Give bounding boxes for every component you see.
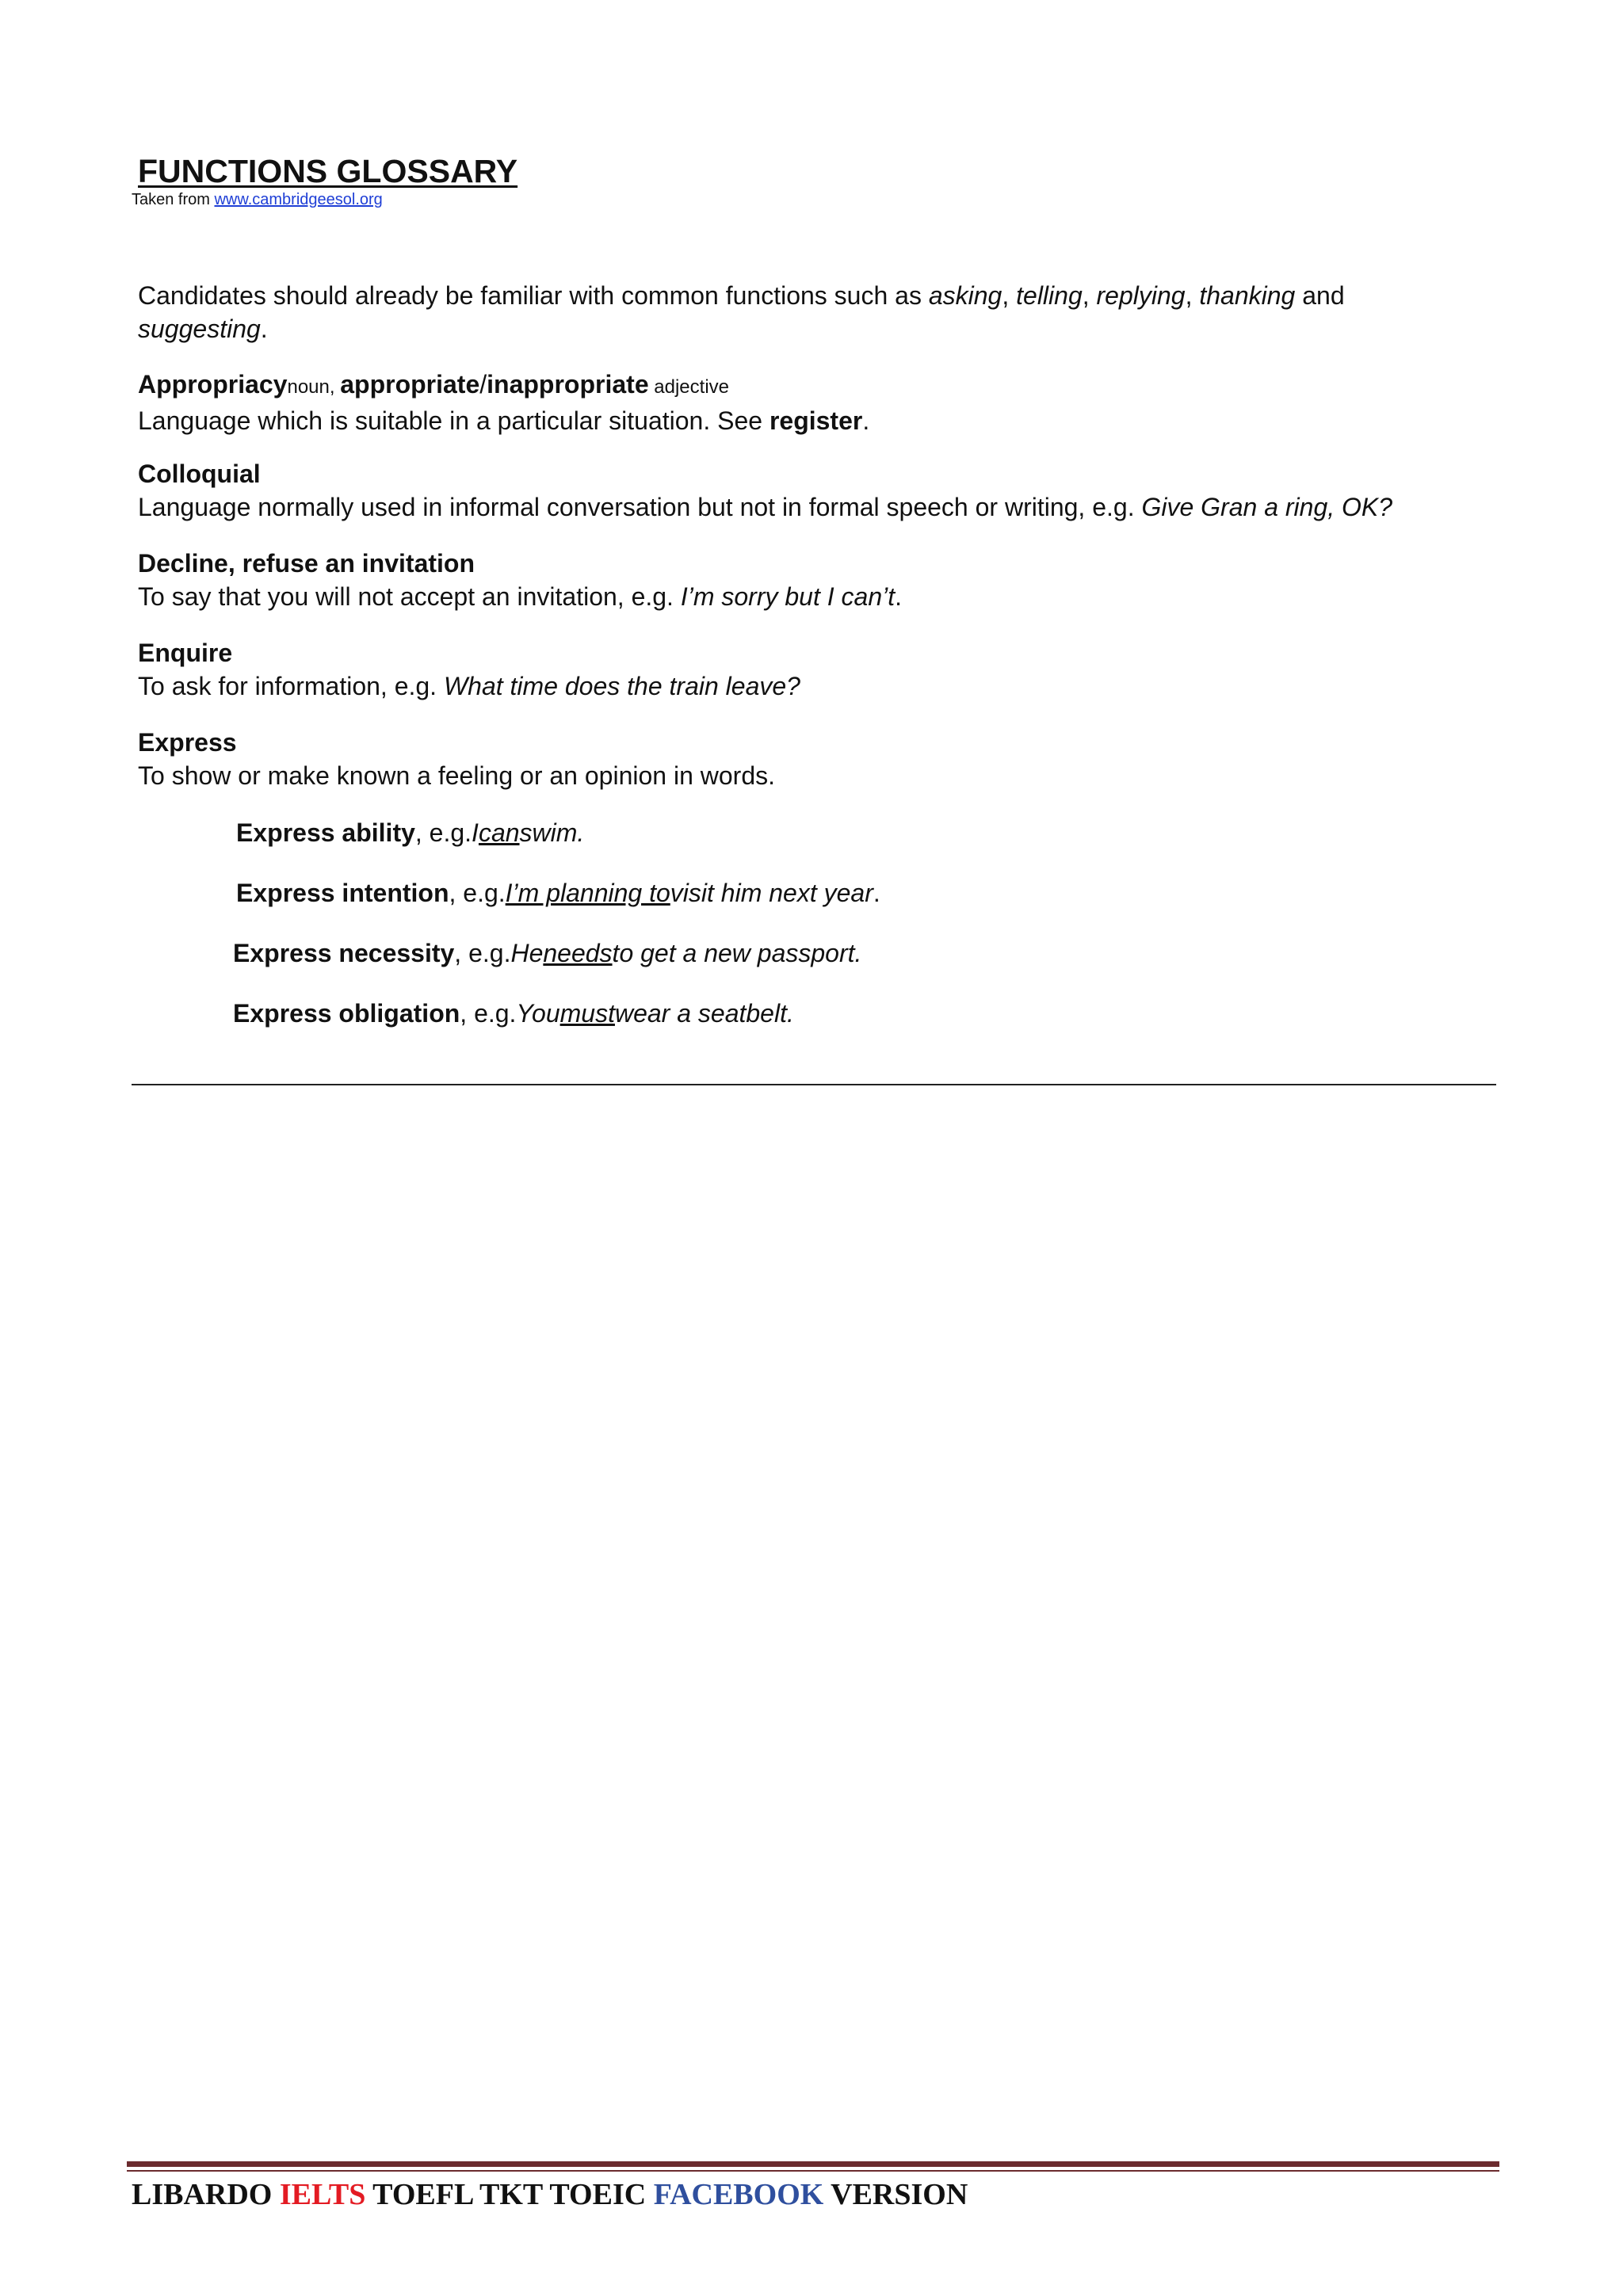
entry-term: Decline, refuse an invitation bbox=[138, 549, 475, 578]
example-part: He bbox=[510, 939, 544, 967]
definition-text: Language normally used in informal conversation but not in formal speech or writing, e.g. bbox=[138, 493, 1142, 521]
entry-term: Enquire bbox=[138, 639, 233, 667]
example-underlined: needs bbox=[543, 939, 613, 967]
eg: , e.g. bbox=[454, 939, 511, 967]
entry-term: inappropriate bbox=[487, 370, 649, 399]
example-part: to get a new passport. bbox=[612, 939, 862, 967]
sub-entry-term: Express obligation bbox=[233, 999, 460, 1028]
intro-text-2: and bbox=[1295, 281, 1345, 310]
example-part: swim. bbox=[519, 818, 585, 847]
example-part: I bbox=[472, 818, 479, 847]
definition-end: . bbox=[895, 582, 903, 611]
page-title: FUNCTIONS GLOSSARY bbox=[138, 153, 518, 189]
footer-word-ielts: IELTS bbox=[279, 2178, 366, 2211]
sub-entry-ability bbox=[236, 816, 584, 849]
eg: , e.g. bbox=[414, 818, 472, 847]
intro-function-telling: telling bbox=[1016, 281, 1083, 310]
intro-function-suggesting: suggesting bbox=[138, 315, 261, 343]
footer-word: LIBARDO bbox=[132, 2178, 280, 2211]
example-part: wear a seatbelt. bbox=[614, 999, 794, 1028]
entry-term: Express bbox=[138, 728, 237, 757]
example-underlined: I’m planning to bbox=[505, 879, 670, 907]
example: What time does the train leave? bbox=[443, 672, 800, 700]
example: I’m sorry but I can’t bbox=[680, 582, 896, 611]
intro-sep: , bbox=[1185, 281, 1200, 310]
example-part: visit him next year bbox=[670, 879, 873, 907]
part-of-speech: adjective bbox=[648, 376, 729, 398]
slash: / bbox=[479, 370, 487, 399]
definition-text: Language which is suitable in a particular situation. See bbox=[138, 406, 769, 435]
eg: , e.g. bbox=[449, 879, 506, 907]
example-underlined: must bbox=[559, 999, 615, 1028]
definition-text: To say that you will not accept an invitation, e.g. bbox=[138, 582, 681, 611]
sub-entry-intention bbox=[236, 876, 880, 910]
intro-sep: , bbox=[1002, 281, 1017, 310]
entry-term: appropriate bbox=[340, 370, 480, 399]
example-end: . bbox=[873, 879, 880, 907]
source-line bbox=[132, 190, 383, 209]
intro-text-1: Candidates should already be familiar with common functions such as bbox=[138, 281, 929, 310]
example: Give Gran a ring, OK? bbox=[1141, 493, 1393, 521]
intro-function-thanking: thanking bbox=[1199, 281, 1296, 310]
see-term: register bbox=[769, 406, 863, 435]
example-part: You bbox=[516, 999, 560, 1028]
entry-appropriacy bbox=[138, 368, 1485, 437]
intro-paragraph bbox=[138, 279, 1374, 345]
entry-enquire bbox=[138, 636, 1485, 703]
intro-function-replying: replying bbox=[1096, 281, 1186, 310]
entry-colloquial bbox=[138, 457, 1485, 524]
footer-word: VERSION bbox=[823, 2178, 968, 2211]
entry-decline bbox=[138, 547, 1485, 613]
intro-function-asking: asking bbox=[928, 281, 1002, 310]
entry-definition bbox=[138, 490, 1485, 524]
entry-express bbox=[138, 726, 1485, 792]
example-underlined: can bbox=[478, 818, 520, 847]
entry-heading bbox=[138, 368, 1485, 404]
source-prefix: Taken from bbox=[132, 191, 215, 208]
eg: , e.g. bbox=[460, 999, 517, 1028]
intro-sep: , bbox=[1082, 281, 1097, 310]
entry-term: Colloquial bbox=[138, 460, 261, 488]
definition-end: . bbox=[862, 406, 870, 435]
sub-entry-term: Express intention bbox=[236, 879, 449, 907]
entry-definition bbox=[138, 669, 1485, 703]
sub-entry-term: Express ability bbox=[236, 818, 415, 847]
footer-word: TOEFL TKT TOEIC bbox=[365, 2178, 654, 2211]
sub-entry-term: Express necessity bbox=[233, 939, 455, 967]
sub-entry-necessity bbox=[233, 936, 861, 970]
entry-definition bbox=[138, 404, 1485, 437]
entry-definition bbox=[138, 580, 1485, 613]
footer-rule bbox=[127, 2161, 1499, 2167]
intro-text-3: . bbox=[260, 315, 268, 343]
entry-definition: To show or make known a feeling or an opinion in words. bbox=[138, 761, 775, 790]
entry-term: Appropriacy bbox=[138, 370, 288, 399]
footer-banner bbox=[132, 2177, 968, 2214]
sub-entry-obligation bbox=[233, 997, 794, 1030]
footer-rule-thin bbox=[127, 2170, 1499, 2172]
source-link[interactable]: www.cambridgeesol.org bbox=[214, 191, 383, 208]
footer-word-facebook: FACEBOOK bbox=[653, 2178, 824, 2211]
definition-text: To ask for information, e.g. bbox=[138, 672, 444, 700]
section-divider bbox=[132, 1084, 1496, 1085]
part-of-speech: noun, bbox=[287, 376, 341, 398]
